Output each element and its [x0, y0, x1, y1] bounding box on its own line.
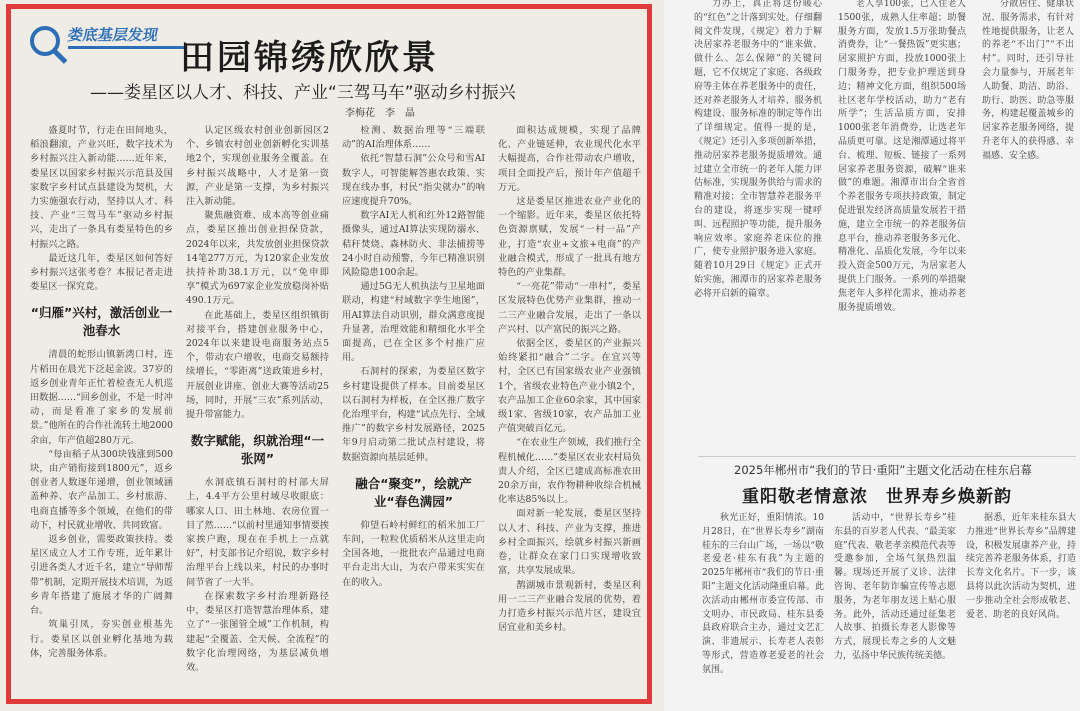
paragraph: 清晨的蛇形山镇新湾口村，连片稻田在晨光下泛起金波。37岁的返乡创业青年正忙着检查无人机巡田数据……“回乡创业，不是一时冲动，而是看准了家乡的发展前景。”他所在的合作社流转土地2000余亩，年产值超280万元。 — [30, 349, 173, 446]
paragraph: 这是娄星区推进农业产业化的一个缩影。近年来，娄星区依托特色资源禀赋，发展“一村一品”产业，打造“农业+文旅+电商”的产业融合模式，形成了一批具有地方特色的产业集群。 — [498, 196, 641, 279]
paragraph: 力办上，真正将这份暖心的“红色”之计落到实处。仔细翻阅文件发现，《规定》着力于解决居家养老服务中的“谁来做、做什么、怎么保障”的关键问题，它不仅规定了家庭、各级政府等主体在养老服务中的责任，还对养老服务人才培养、服务机构建设、服务标准的制定等作出了详细规定。值得一提的是，《规定》还引入多项创新举措，推动居家养老服务提质增效。通过建立全市统一的老年人能力评估标准，实现服务供给与需求的精准对接；全市智慧养老服务平台的建设，将逐步实现一键呼叫、远程照护等功能，提升服务响应效率。家庭养老床位的推广，使专业照护服务进入家庭。随着10月29日《规定》正式开始实施，湘潭市的居家养老服务必将开启新的篇章。 — [694, 0, 822, 299]
section-heading: 数字赋能，织就治理“一张网” — [190, 433, 325, 467]
divider — [698, 456, 1076, 457]
column-logo-text: 娄底基层发现 — [66, 26, 160, 44]
paragraph: 数字AI无人机和红外12路智能摄像头，通过AI算法实现防溺水、秸秆焚烧、森林防火、非法捕捞等24小时自动预警，今年已精准识别风险隐患100余起。 — [342, 210, 485, 279]
article-headline-2: 重阳敬老情意浓 世界寿乡焕新韵 — [742, 487, 1012, 507]
paragraph: 最近这几年，娄星区如何答好乡村振兴这张考卷？本报记者走进娄星区一探究竟。 — [30, 252, 173, 293]
paragraph: 秋光正好，重阳情浓。10月28日，在“世界长寿乡”湖南桂东的三台山广场，一场以“敬老爱老·桂东有我”为主题的2025年郴州市“我们的节日·重阳”主题文化活动隆重启幕。此次活动由郴州市委宣传部、市文明办、市民政局、桂东县委县政府联合主办，通过文艺汇演、非遗展示、长寿老人表彰等形式，营造尊老爱老的社会氛围。 — [702, 513, 824, 675]
paragraph: 活动中，“世界长寿乡”桂东县的百岁老人代表、“最美家庭”代表、敬老孝亲模范代表等受邀参加，全场气氛热烈温馨。现场还开展了义诊、法律咨询、老年防诈骗宣传等志愿服务，为老年朋友送上贴心服务。此外，活动还通过征集老人故事、拍摄长寿老人影像等方式，展现长寿之乡的人文魅力，弘扬中华民族传统美德。 — [834, 513, 956, 661]
paragraph: 盛夏时节，行走在田间地头，稻浪翻滚，产业兴旺，数字技术为乡村振兴注入新动能……近年来，娄星区以国家乡村振兴示范县及国家数字乡村试点县建设为契机，大力实施强农行动，坚持以人才、科技、产业“三驾马车”驱动乡村振兴，走出了一条具有娄星特色的乡村振兴之路。 — [30, 125, 173, 250]
section-heading: “归雁”兴村，激活创业一池春水 — [30, 305, 173, 339]
paragraph: 面对新一轮发展，娄星区坚持以人才、科技、产业为支撑，推进乡村全面振兴，绘就乡村振兴新画卷，让群众在家门口实现增收致富，共享发展成果。 — [498, 508, 641, 577]
paragraph: 聚焦融资难、成本高等创业痛点，娄星区推出创业担保贷款，2024年以来，共发放创业担保贷款14笔277万元，为120家企业发放扶持补助38.1万元，以“免申即享”模式为697家企业发放稳岗补贴490.1万元。 — [186, 210, 329, 307]
paragraph: 鹊湖城市景观新村，娄星区利用一二三产业融合发展的优势，着力打造乡村振兴示范片区，建设宜居宜业和美乡村。 — [498, 579, 641, 634]
paragraph: “每亩稻子从300块钱涨到500块，由产销衔接到1800元”，返乡创业者人数逐年递增，创业领域涵盖种养、农产品加工、乡村旅游、电商直播等多个领域，在他们的带动下，村民就业增收、共同致富。 — [30, 448, 173, 531]
paragraph: “一亮花”带动“一串村”，娄星区发展特色优势产业集群，推动一二三产业融合发展，走出了一条以产兴村、以产富民的振兴之路。 — [498, 281, 641, 335]
article-kicker: 2025年郴州市“我们的节日·重阳”主题文化活动在桂东启幕 — [734, 463, 1032, 477]
highlight-frame — [6, 4, 652, 704]
right-column-1 — [694, 0, 822, 446]
right-page — [664, 0, 1080, 711]
paragraph: 在此基础上，娄星区组织镇街对接平台，搭建创业服务中心，2024年以来建设电商服务站点5个，带动农户增收，电商交易额持续增长，“零距离”送政策进乡村，开展创业讲座、创业大赛等活动25场，同时，开展“三农”系列活动，提升带富能力。 — [186, 309, 329, 421]
paragraph: “在农业生产领域，我们推行全程机械化……”娄星区农业农村局负责人介绍，全区已建成高标准农田20余万亩，农作物耕种收综合机械化率达85%以上。 — [498, 437, 641, 506]
paragraph: 石洞村的探索，为娄星区数字乡村建设提供了样本。目前娄星区以石洞村为样板，在全区推广数字化治理平台，构建“试点先行、全域推广”的数字乡村发展路径，2025年9月启动第二批试点村建设，将数据资源向基层延伸。 — [342, 366, 485, 463]
article-headline: 田园锦绣欣欣景 — [180, 38, 439, 78]
section-heading: 融合“聚变”，绘就产业“春色满园” — [355, 475, 472, 509]
right-column-3 — [982, 0, 1074, 446]
article2-column-2 — [834, 512, 956, 711]
paragraph: 筑巢引凤，夯实创业根基先行。娄星区以创业孵化基地为载体，完善服务体系。 — [30, 619, 173, 659]
paragraph: 检测、数据治理等“三端联动”的AI治理体系…… — [342, 125, 485, 151]
paragraph: 仰望石岭村鲜红的稻米加工厂车间，一粒粒优质稻米从这里走向全国各地，一批批农产品通过电商平台走出大山，为农户带来实实在在的收入。 — [342, 519, 485, 588]
article-byline: 李梅花 李 晶 — [345, 108, 415, 119]
paragraph: 分散居住、健康状况、服务需求，有针对性地提供服务，让老人的养老“不出门”“不出村”。同时，还引导社会力量参与，开展老年人助餐、助洁、助浴、助行、助医、助急等服务，构建起覆盖城乡的居家养老服务网络，提升老年人的获得感、幸福感、安全感。 — [982, 0, 1074, 161]
paragraph: 老人享100张，已入住老人1500张，成熟人住率超；助餐服务方面，发放1.5万张助餐点消费券，让“一餐热饭”更实惠；居家照护方面，投放1000张上门服务券，把专业护理送到身边；精神文化方面，组织500场社区老年学校活动，助力“老有所学”；生活品质方面，安排1000张老年消费券，让选老年品质更可靠。这是湘潭通过将平台、梳理、短板、链接了一系列居家养老服务资源，破解“谁来做”的难题。湘潭市出台全省首个养老服务专项扶持政策，制定促进银发经济高质量发展若干措施，建立全市统一的养老服务信息平台，推动养老服务多元化、精准化、品质化发展，今年以来投入资金500万元，为居家老人提供上门服务。一系列的举措聚焦老年人多样化需求，推动养老服务提质增效。 — [838, 0, 966, 313]
right-column-2 — [838, 0, 966, 446]
paragraph: 返乡创业，需要政策扶持。娄星区成立人才工作专班，近年累计引进各类人才近千名，建立“导师帮带”机制，定期开展技术培训，为返乡青年搭建了施展才华的广阔舞台。 — [30, 534, 173, 617]
paragraph: 依托“智慧石洞”公众号和雪AI数字人，可智能解答惠农政策、实现在线办事，村民“指尖就办”的响应速度提升70%。 — [342, 153, 485, 208]
paragraph: 在探索数字乡村治理新路径中，娄星区打造智慧治理体系，建立了“一张图管全域”工作机制，构建起“全覆盖、全天候、全流程”的数字化治理网络，为基层减负增效。 — [186, 590, 329, 673]
paragraph: 水洞底镇石洞村的村部大屏上，4.4平方公里村域尽收眼底：哪家人口、田土林地、农房位置一目了然……“以前村里通知事情要挨家挨户跑，现在在手机上一点就好”，村支部书记介绍说，数字乡村治理平台上线以来，村民的办事时间节省了一大半。 — [186, 477, 329, 588]
paragraph: 通过5G无人机执法与卫星地面联动，构建“村域数字孪生地图”，用AI算法自动识别，群众满意度提升显著，治理效能和精细化水平全面提高，已在全区多个村推广应用。 — [342, 281, 485, 364]
paragraph: 据悉，近年来桂东县大力推进“世界长寿乡”品牌建设，积极发展康养产业，持续完善养老服务体系，打造长寿文化名片。下一步，该县将以此次活动为契机，进一步推动全社会形成敬老、爱老、助老的良好风尚。 — [966, 513, 1076, 620]
paragraph: 认定区级农村创业创新园区2个、乡镇农村创业创新孵化实训基地2个，实现创业服务全覆盖。在乡村振兴战略中，人才是第一资源，产业是第一支撑，为乡村振兴注入新动能。 — [186, 125, 329, 208]
paragraph: 依据全区，娄星区的产业振兴始终紧扣“融合”二字。在宜兴等村，全区已有国家级农业产业强镇1个，省级农业特色产业小镇2个，农产品加工企业60余家，其中国家级1家、省级10家，农产品加工业产值突破百亿元。 — [498, 338, 641, 435]
article2-column-1 — [702, 512, 824, 711]
article-subheadline: ——娄星区以人才、科技、产业“三驾马车”驱动乡村振兴 — [90, 83, 516, 103]
paragraph: 面积达成规模，实现了品牌化、产业链延伸，农业现代化水平大幅提高，合作社带动农户增收，项目全面投产后，预计年产值超千万元。 — [498, 125, 641, 193]
article2-column-3 — [966, 512, 1076, 711]
